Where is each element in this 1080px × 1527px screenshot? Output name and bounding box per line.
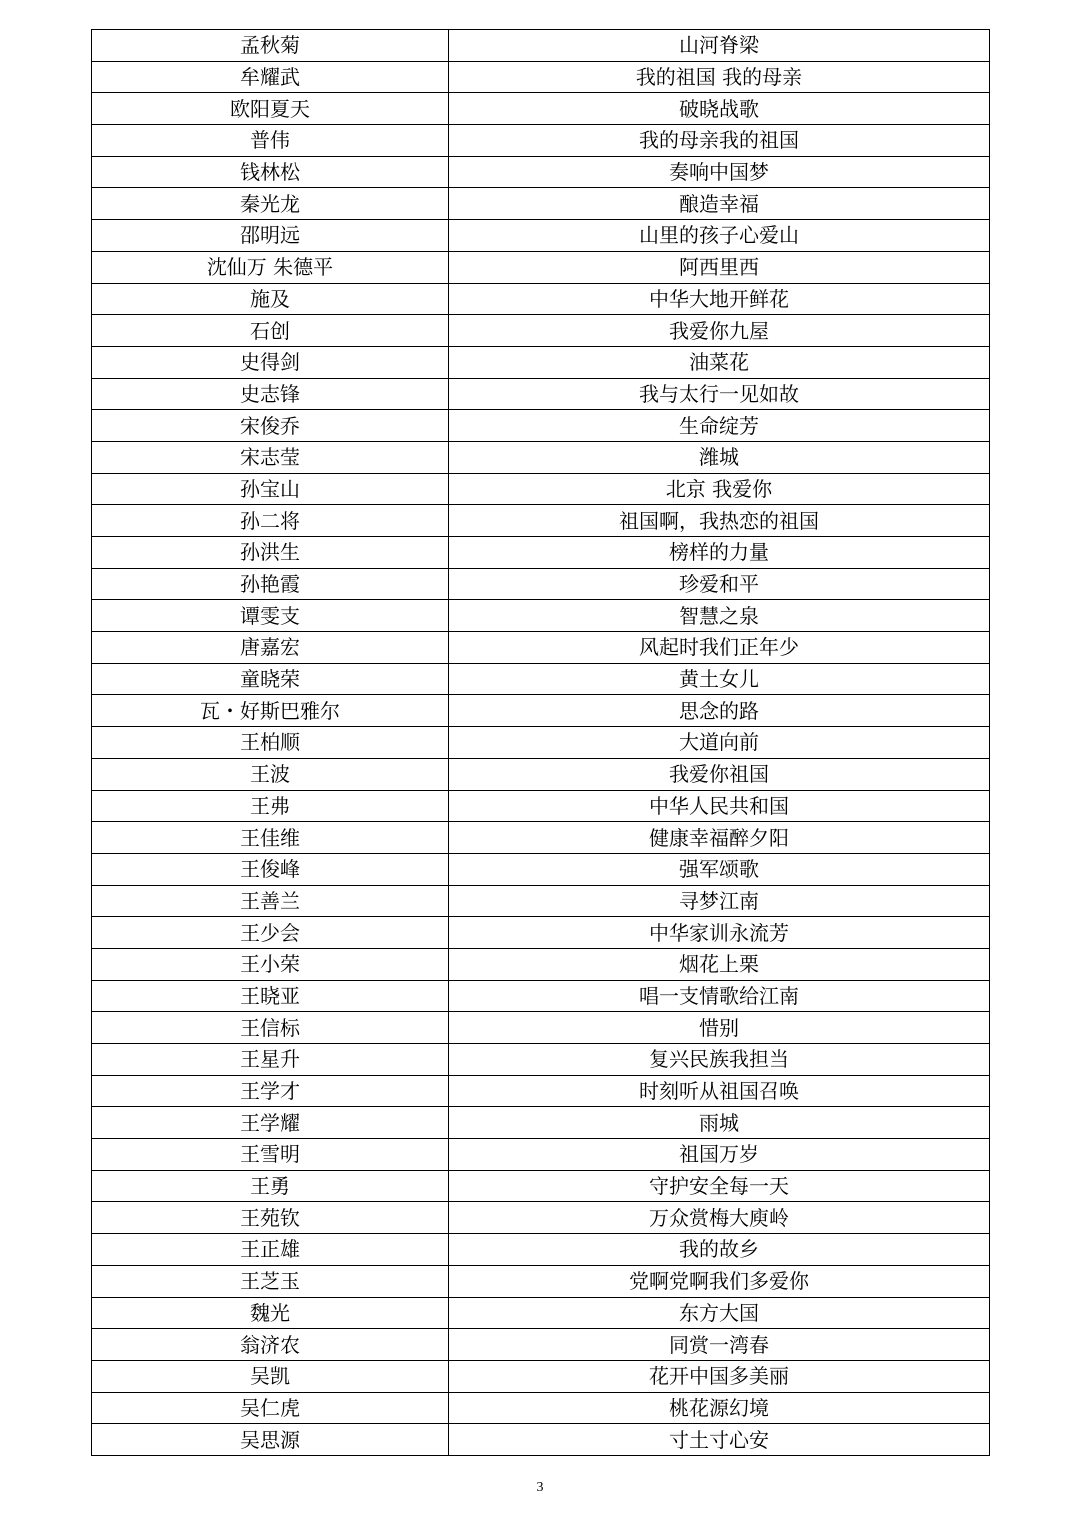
table-row	[92, 853, 990, 885]
author-name-cell: 欧阳夏天	[92, 93, 449, 125]
author-name-cell: 施及	[92, 283, 449, 315]
author-name-cell: 宋俊乔	[92, 410, 449, 442]
author-name-cell: 宋志莹	[92, 441, 449, 473]
author-name-cell: 王芝玉	[92, 1265, 449, 1297]
work-title-cell: 守护安全每一天	[449, 1170, 990, 1202]
table-row	[92, 125, 990, 157]
work-title-cell: 时刻听从祖国召唤	[449, 1075, 990, 1107]
work-title-cell: 我的祖国 我的母亲	[449, 61, 990, 93]
work-title-cell: 花开中国多美丽	[449, 1360, 990, 1392]
author-name-cell: 王正雄	[92, 1234, 449, 1266]
work-title-cell: 榜样的力量	[449, 537, 990, 569]
table-row	[92, 441, 990, 473]
work-title-cell: 桃花源幻境	[449, 1392, 990, 1424]
work-title-cell: 祖国啊，我热恋的祖国	[449, 505, 990, 537]
author-name-cell: 魏光	[92, 1297, 449, 1329]
author-name-cell: 史志锋	[92, 378, 449, 410]
work-title-cell: 智慧之泉	[449, 600, 990, 632]
author-name-cell: 王小荣	[92, 948, 449, 980]
table-row	[92, 1139, 990, 1171]
author-name-cell: 王善兰	[92, 885, 449, 917]
author-name-cell: 普伟	[92, 125, 449, 157]
work-title-cell: 油菜花	[449, 346, 990, 378]
author-name-cell: 沈仙万 朱德平	[92, 251, 449, 283]
work-title-cell: 思念的路	[449, 695, 990, 727]
work-title-cell: 风起时我们正年少	[449, 632, 990, 664]
work-title-cell: 我的故乡	[449, 1234, 990, 1266]
author-name-cell: 王苑钦	[92, 1202, 449, 1234]
table-row	[92, 758, 990, 790]
author-name-cell: 吴仁虎	[92, 1392, 449, 1424]
table-row	[92, 1360, 990, 1392]
author-name-cell: 王晓亚	[92, 980, 449, 1012]
table-row	[92, 885, 990, 917]
table-row	[92, 473, 990, 505]
table-row	[92, 663, 990, 695]
table-row	[92, 188, 990, 220]
table-row	[92, 156, 990, 188]
table-row	[92, 917, 990, 949]
table-row	[92, 93, 990, 125]
work-title-cell: 我爱你九屋	[449, 315, 990, 347]
author-name-cell: 王星升	[92, 1044, 449, 1076]
author-name-cell: 邵明远	[92, 220, 449, 252]
roster-table	[91, 29, 990, 1456]
table-row	[92, 1265, 990, 1297]
table-row	[92, 315, 990, 347]
work-title-cell: 奏响中国梦	[449, 156, 990, 188]
table-row	[92, 537, 990, 569]
work-title-cell: 健康幸福醉夕阳	[449, 822, 990, 854]
page-number: 3	[536, 1480, 544, 1495]
table-row	[92, 948, 990, 980]
author-name-cell: 王弗	[92, 790, 449, 822]
author-name-cell: 孙二将	[92, 505, 449, 537]
work-title-cell: 我与太行一见如故	[449, 378, 990, 410]
table-row	[92, 1075, 990, 1107]
work-title-cell: 中华人民共和国	[449, 790, 990, 822]
author-name-cell: 王俊峰	[92, 853, 449, 885]
author-name-cell: 王学才	[92, 1075, 449, 1107]
work-title-cell: 烟花上栗	[449, 948, 990, 980]
table-row	[92, 61, 990, 93]
author-name-cell: 谭雯支	[92, 600, 449, 632]
author-name-cell: 王少会	[92, 917, 449, 949]
work-title-cell: 珍爱和平	[449, 568, 990, 600]
work-title-cell: 祖国万岁	[449, 1139, 990, 1171]
author-name-cell: 吴思源	[92, 1424, 449, 1456]
table-row	[92, 568, 990, 600]
author-name-cell: 牟耀武	[92, 61, 449, 93]
work-title-cell: 我爱你祖国	[449, 758, 990, 790]
author-name-cell: 孟秋菊	[92, 30, 449, 62]
roster-table-body	[92, 30, 990, 1456]
table-row	[92, 220, 990, 252]
work-title-cell: 惜别	[449, 1012, 990, 1044]
work-title-cell: 东方大国	[449, 1297, 990, 1329]
author-name-cell: 史得剑	[92, 346, 449, 378]
work-title-cell: 我的母亲我的祖国	[449, 125, 990, 157]
author-name-cell: 孙洪生	[92, 537, 449, 569]
author-name-cell: 王雪明	[92, 1139, 449, 1171]
table-row	[92, 695, 990, 727]
table-row	[92, 346, 990, 378]
author-name-cell: 秦光龙	[92, 188, 449, 220]
author-name-cell: 孙艳霞	[92, 568, 449, 600]
table-row	[92, 1392, 990, 1424]
author-name-cell: 王信标	[92, 1012, 449, 1044]
table-row	[92, 283, 990, 315]
author-name-cell: 瓦・好斯巴雅尔	[92, 695, 449, 727]
work-title-cell: 山河脊梁	[449, 30, 990, 62]
table-row	[92, 378, 990, 410]
table-row	[92, 1297, 990, 1329]
work-title-cell: 大道向前	[449, 727, 990, 759]
table-row	[92, 980, 990, 1012]
author-name-cell: 石创	[92, 315, 449, 347]
work-title-cell: 阿西里西	[449, 251, 990, 283]
table-row	[92, 1202, 990, 1234]
table-row	[92, 1234, 990, 1266]
table-row	[92, 727, 990, 759]
author-name-cell: 王学耀	[92, 1107, 449, 1139]
table-row	[92, 600, 990, 632]
author-name-cell: 翁济农	[92, 1329, 449, 1361]
author-name-cell: 唐嘉宏	[92, 632, 449, 664]
work-title-cell: 唱一支情歌给江南	[449, 980, 990, 1012]
work-title-cell: 复兴民族我担当	[449, 1044, 990, 1076]
work-title-cell: 寸土寸心安	[449, 1424, 990, 1456]
work-title-cell: 潍城	[449, 441, 990, 473]
author-name-cell: 钱林松	[92, 156, 449, 188]
table-row	[92, 251, 990, 283]
document-sheet	[91, 29, 989, 1456]
table-row	[92, 1170, 990, 1202]
author-name-cell: 王柏顺	[92, 727, 449, 759]
table-row	[92, 1044, 990, 1076]
author-name-cell: 王佳维	[92, 822, 449, 854]
work-title-cell: 黄土女儿	[449, 663, 990, 695]
table-row	[92, 632, 990, 664]
table-row	[92, 1012, 990, 1044]
table-row	[92, 1329, 990, 1361]
table-row	[92, 1107, 990, 1139]
author-name-cell: 王勇	[92, 1170, 449, 1202]
work-title-cell: 酿造幸福	[449, 188, 990, 220]
author-name-cell: 孙宝山	[92, 473, 449, 505]
table-row	[92, 410, 990, 442]
work-title-cell: 同赏一湾春	[449, 1329, 990, 1361]
work-title-cell: 万众赏梅大庾岭	[449, 1202, 990, 1234]
work-title-cell: 山里的孩子心爱山	[449, 220, 990, 252]
work-title-cell: 中华家训永流芳	[449, 917, 990, 949]
author-name-cell: 童晓荣	[92, 663, 449, 695]
table-row	[92, 790, 990, 822]
table-row	[92, 30, 990, 62]
work-title-cell: 党啊党啊我们多爱你	[449, 1265, 990, 1297]
table-row	[92, 1424, 990, 1456]
work-title-cell: 雨城	[449, 1107, 990, 1139]
work-title-cell: 中华大地开鲜花	[449, 283, 990, 315]
author-name-cell: 吴凯	[92, 1360, 449, 1392]
work-title-cell: 寻梦江南	[449, 885, 990, 917]
work-title-cell: 破晓战歌	[449, 93, 990, 125]
work-title-cell: 生命绽芳	[449, 410, 990, 442]
work-title-cell: 北京 我爱你	[449, 473, 990, 505]
work-title-cell: 强军颂歌	[449, 853, 990, 885]
author-name-cell: 王波	[92, 758, 449, 790]
table-row	[92, 505, 990, 537]
table-row	[92, 822, 990, 854]
